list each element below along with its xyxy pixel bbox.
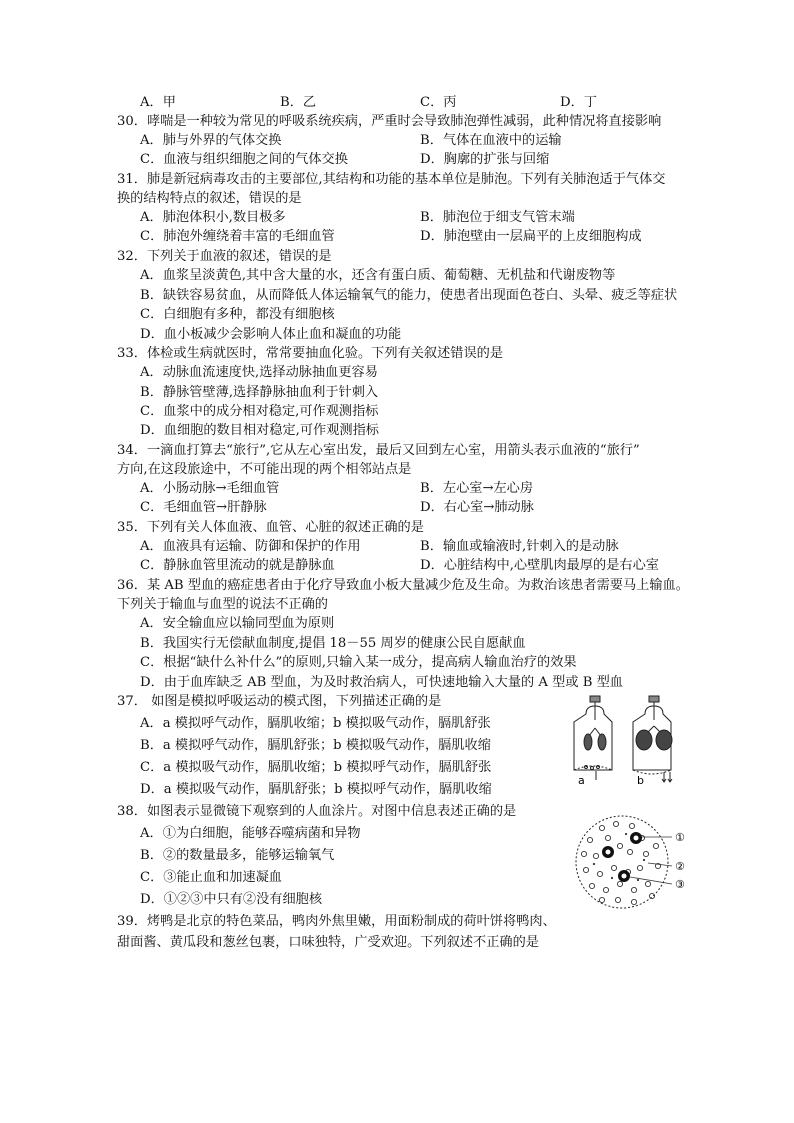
q31-stem-line1: 31．肺是新冠病毒攻击的主要部位,其结构和功能的基本单位是肺泡。下列有关肺泡适于气体交: [117, 172, 666, 187]
q32-option-b: B．缺铁容易贫血，从而降低人体运输氧气的能力，使患者出现面色苍白、头晕、疲乏等症状: [140, 288, 678, 303]
q30-option-a: A．肺与外界的气体交换: [140, 133, 282, 148]
q31-option-c: C．肺泡外缠绕着丰富的毛细血管: [140, 229, 335, 244]
q29-option-d: D．丁: [560, 95, 597, 110]
q29-option-c: C．丙: [420, 95, 457, 110]
q30-stem: 30．哮喘是一种较为常见的呼吸系统疾病，严重时会导致肺泡弹性减弱，此种情况将直接影响: [117, 114, 662, 129]
q34-stem-line2: 方向,在这段旅途中，不可能出现的两个相邻站点是: [117, 462, 412, 477]
q37-option-d: D．a 模拟吸气动作，膈肌舒张；b 模拟呼气动作，膈肌收缩: [140, 782, 492, 797]
figure-label-3: ③: [675, 878, 685, 891]
q30-option-d: D．胸廓的扩张与回缩: [420, 152, 550, 167]
q39-stem-line2: 甜面酱、黄瓜段和葱丝包裹，口味独特，广受欢迎。下列叙述不正确的是: [117, 935, 539, 950]
figure-label-a: a: [578, 774, 585, 787]
q36-option-c: C．根据“缺什么补什么”的原则,只输入某一成分，提高病人输血治疗的效果: [140, 655, 577, 670]
q31-option-b: B．肺泡位于细支气管末端: [420, 210, 575, 225]
figure-label-1: ①: [675, 831, 685, 844]
leader-lines: [630, 837, 672, 884]
q35-option-b: B．输血或输液时,针刺入的是动脉: [420, 539, 619, 554]
bell-jar-a: [574, 696, 612, 780]
q38-option-a: A．①为白细胞，能够吞噬病菌和异物: [140, 826, 361, 841]
q37-option-c: C．a 模拟吸气动作，膈肌收缩；b 模拟呼气动作，膈肌舒张: [140, 760, 492, 775]
q34-stem-line1: 34．一滴血打算去“旅行”,它从左心室出发，最后又回到左心室，用箭头表示血液的“旅行”: [117, 443, 640, 458]
figure-label-2: ②: [675, 860, 685, 873]
q37-option-a: A．a 模拟呼气动作，膈肌收缩；b 模拟吸气动作，膈肌舒张: [140, 716, 491, 731]
q34-option-c: C．毛细血管→肝静脉: [140, 500, 267, 515]
q32-option-a: A．血浆呈淡黄色,其中含大量的水，还含有蛋白质、葡萄糖、无机盐和代谢废物等: [140, 268, 616, 283]
q37-stem: 37． 如图是模拟呼吸运动的模式图，下列描述正确的是: [117, 694, 442, 709]
q38-option-d: D．①②③中只有②没有细胞核: [140, 892, 323, 907]
q36-stem-line2: 下列关于输血与血型的说法不正确的: [117, 597, 328, 612]
q35-stem: 35．下列有关人体血液、血管、心脏的叙述正确的是: [117, 520, 424, 535]
q33-stem: 33．体检或生病就医时，常常要抽血化验。下列有关叙述错误的是: [117, 346, 504, 361]
q30-option-b: B．气体在血液中的运输: [420, 133, 562, 148]
q36-option-b: B．我国实行无偿献血制度,提倡 18－55 周岁的健康公民自愿献血: [140, 636, 526, 651]
q33-option-d: D．血细胞的数目相对稳定,可作观测指标: [140, 423, 379, 438]
q35-option-c: C．静脉血管里流动的就是静脉血: [140, 558, 335, 573]
q34-option-d: D．右心室→肺动脉: [420, 500, 534, 515]
q31-stem-line2: 换的结构特点的叙述，错误的是: [117, 191, 302, 206]
q29-option-b: B．乙: [280, 95, 317, 110]
q36-option-a: A．安全输血应以输同型血为原则: [140, 616, 335, 631]
q35-option-a: A．血液具有运输、防御和保护的作用: [140, 539, 361, 554]
q39-stem-line1: 39．烤鸭是北京的特色菜品，鸭肉外焦里嫩，用面粉制成的荷叶饼将鸭肉、: [117, 914, 556, 929]
q33-option-b: B．静脉管壁薄,选择静脉抽血利于针刺入: [140, 385, 379, 400]
q34-option-a: A．小肠动脉→毛细血管: [140, 481, 280, 496]
breathing-model-figure: [566, 692, 690, 788]
q33-option-a: A．动脉血流速度快,选择动脉抽血更容易: [140, 365, 378, 380]
q31-option-a: A．肺泡体积小,数目极多: [140, 210, 286, 225]
q37-option-b: B．a 模拟呼气动作，膈肌舒张；b 模拟吸气动作，膈肌收缩: [140, 738, 491, 753]
q32-option-d: D．血小板减少会影响人体止血和凝血的功能: [140, 327, 402, 342]
bell-jar-b: [633, 696, 672, 782]
q31-option-d: D．肺泡壁由一层扁平的上皮细胞构成: [420, 229, 642, 244]
q29-option-a: A．甲: [140, 95, 176, 110]
blood-smear-figure: [572, 812, 688, 916]
q32-option-c: C．白细胞有多种，都没有细胞核: [140, 307, 335, 322]
q34-option-b: B．左心室→左心房: [420, 481, 534, 496]
q35-option-d: D．心脏结构中,心壁肌肉最厚的是右心室: [420, 558, 659, 573]
figure-label-b: b: [637, 774, 644, 787]
q38-stem: 38．如图表示显微镜下观察到的人血涂片。对图中信息表述正确的是: [117, 804, 517, 819]
q38-option-b: B．②的数量最多，能够运输氧气: [140, 848, 335, 863]
q33-option-c: C．血浆中的成分相对稳定,可作观测指标: [140, 404, 379, 419]
q38-option-c: C．③能止血和加速凝血: [140, 870, 282, 885]
q30-option-c: C．血液与组织细胞之间的气体交换: [140, 152, 348, 167]
q36-option-d: D．由于血库缺乏 AB 型血，为及时救治病人，可快速地输入大量的 A 型或 B 型血: [140, 675, 623, 690]
q36-stem-line1: 36．某 AB 型血的癌症患者由于化疗导致血小板大量减少危及生命。为救治该患者需要马上输血。: [117, 578, 689, 593]
q32-stem: 32．下列关于血液的叙述，错误的是: [117, 249, 332, 264]
white-blood-cells: [602, 832, 642, 882]
